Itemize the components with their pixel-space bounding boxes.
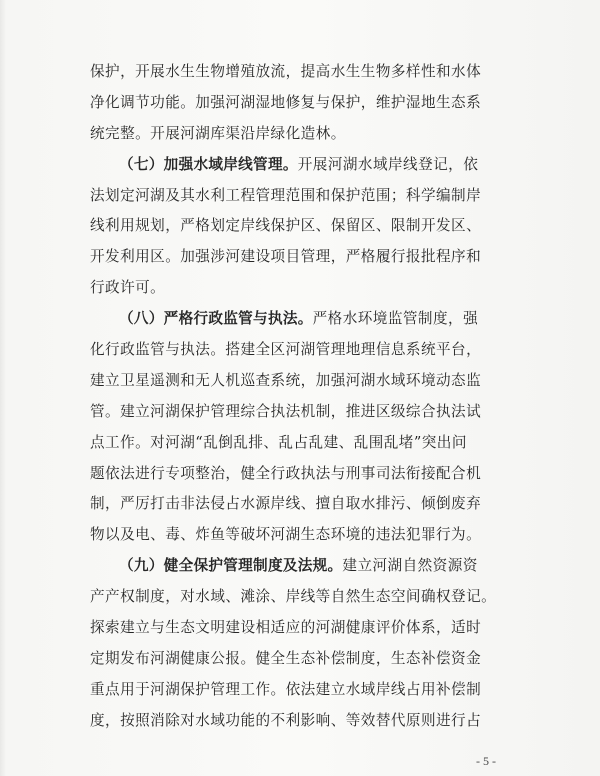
text-line [90, 711, 502, 731]
line-text: 探索建立与生态文明建设相适应的河湖健康评价体系，适时 [90, 619, 482, 637]
text-line [90, 371, 502, 391]
text-line [90, 464, 502, 484]
text-line [90, 62, 502, 82]
text-line [90, 587, 502, 607]
line-text: 建立卫星遥测和无人机巡查系统，加强河湖水域环境动态监 [90, 371, 482, 389]
text-line [90, 216, 502, 236]
text-line [90, 309, 502, 329]
body-text [90, 62, 502, 742]
section-heading: （九）健全保护管理制度及法规。 [119, 557, 343, 575]
line-text: 建立河湖自然资源资 [342, 557, 478, 575]
line-text: 线利用规划，严格划定岸线保护区、保留区、限制开发区、 [90, 217, 482, 235]
line-text: 定期发布河湖健康公报。健全生态补偿制度，生态补偿资金 [90, 649, 482, 667]
line-text: 法划定河湖及其水利工程管理范围和保护范围；科学编制岸 [90, 186, 482, 204]
line-text: 行政许可。 [90, 279, 166, 297]
line-text: 化行政监管与执法。搭建全区河湖管理地理信息系统平台， [90, 341, 482, 359]
text-line [90, 649, 502, 669]
text-line [90, 494, 502, 514]
text-line [90, 93, 502, 113]
line-text: 度，按照消除对水域功能的不利影响、等效替代原则进行占 [90, 711, 482, 729]
line-text: 净化调节功能。加强河湖湿地修复与保护，维护湿地生态系 [90, 93, 482, 111]
text-line [90, 278, 502, 298]
line-text: 保护，开展水生生物增殖放流，提高水生生物多样性和水体 [90, 63, 482, 80]
text-line [90, 402, 502, 422]
text-line [90, 618, 502, 638]
line-text: 点工作。对河湖“乱倒乱排、乱占乱建、乱围乱堵”突出问 [90, 433, 467, 451]
line-text: 开展河湖水域岸线登记，依 [297, 155, 479, 173]
text-line [90, 556, 502, 576]
line-text: 严格水环境监管制度，强 [312, 310, 479, 328]
line-text: 开发利用区。加强涉河建设项目管理，严格履行报批程序和 [90, 248, 482, 266]
text-line [90, 124, 502, 144]
line-text: 制，严厉打击非法侵占水源岸线、擅自取水排污、倾倒废弃 [90, 495, 482, 513]
text-line [90, 247, 502, 267]
text-line [90, 186, 502, 206]
text-line [90, 155, 502, 175]
text-line [90, 433, 502, 453]
line-text: 产产权制度，对水域、滩涂、岸线等自然生态空间确权登记。 [90, 588, 497, 606]
text-line [90, 340, 502, 360]
line-text: 管。建立河湖保护管理综合执法机制，推进区级综合执法试 [90, 402, 482, 420]
line-text: 题依法进行专项整治，健全行政执法与刑事司法衔接配合机 [90, 464, 482, 482]
scan-edge [0, 0, 6, 776]
line-text: 物以及电、毒、炸鱼等破坏河湖生态环境的违法犯罪行为。 [90, 526, 482, 544]
text-line [90, 680, 502, 700]
section-heading: （八）严格行政监管与执法。 [119, 310, 313, 328]
text-line [90, 525, 502, 545]
line-text: 统完整。开展河湖库渠沿岸绿化造林。 [90, 124, 346, 142]
page-number: - 5 - [476, 754, 496, 768]
section-heading: （七）加强水域岸线管理。 [119, 155, 298, 173]
line-text: 重点用于河湖保护管理工作。依法建立水域岸线占用补偿制 [90, 680, 482, 698]
